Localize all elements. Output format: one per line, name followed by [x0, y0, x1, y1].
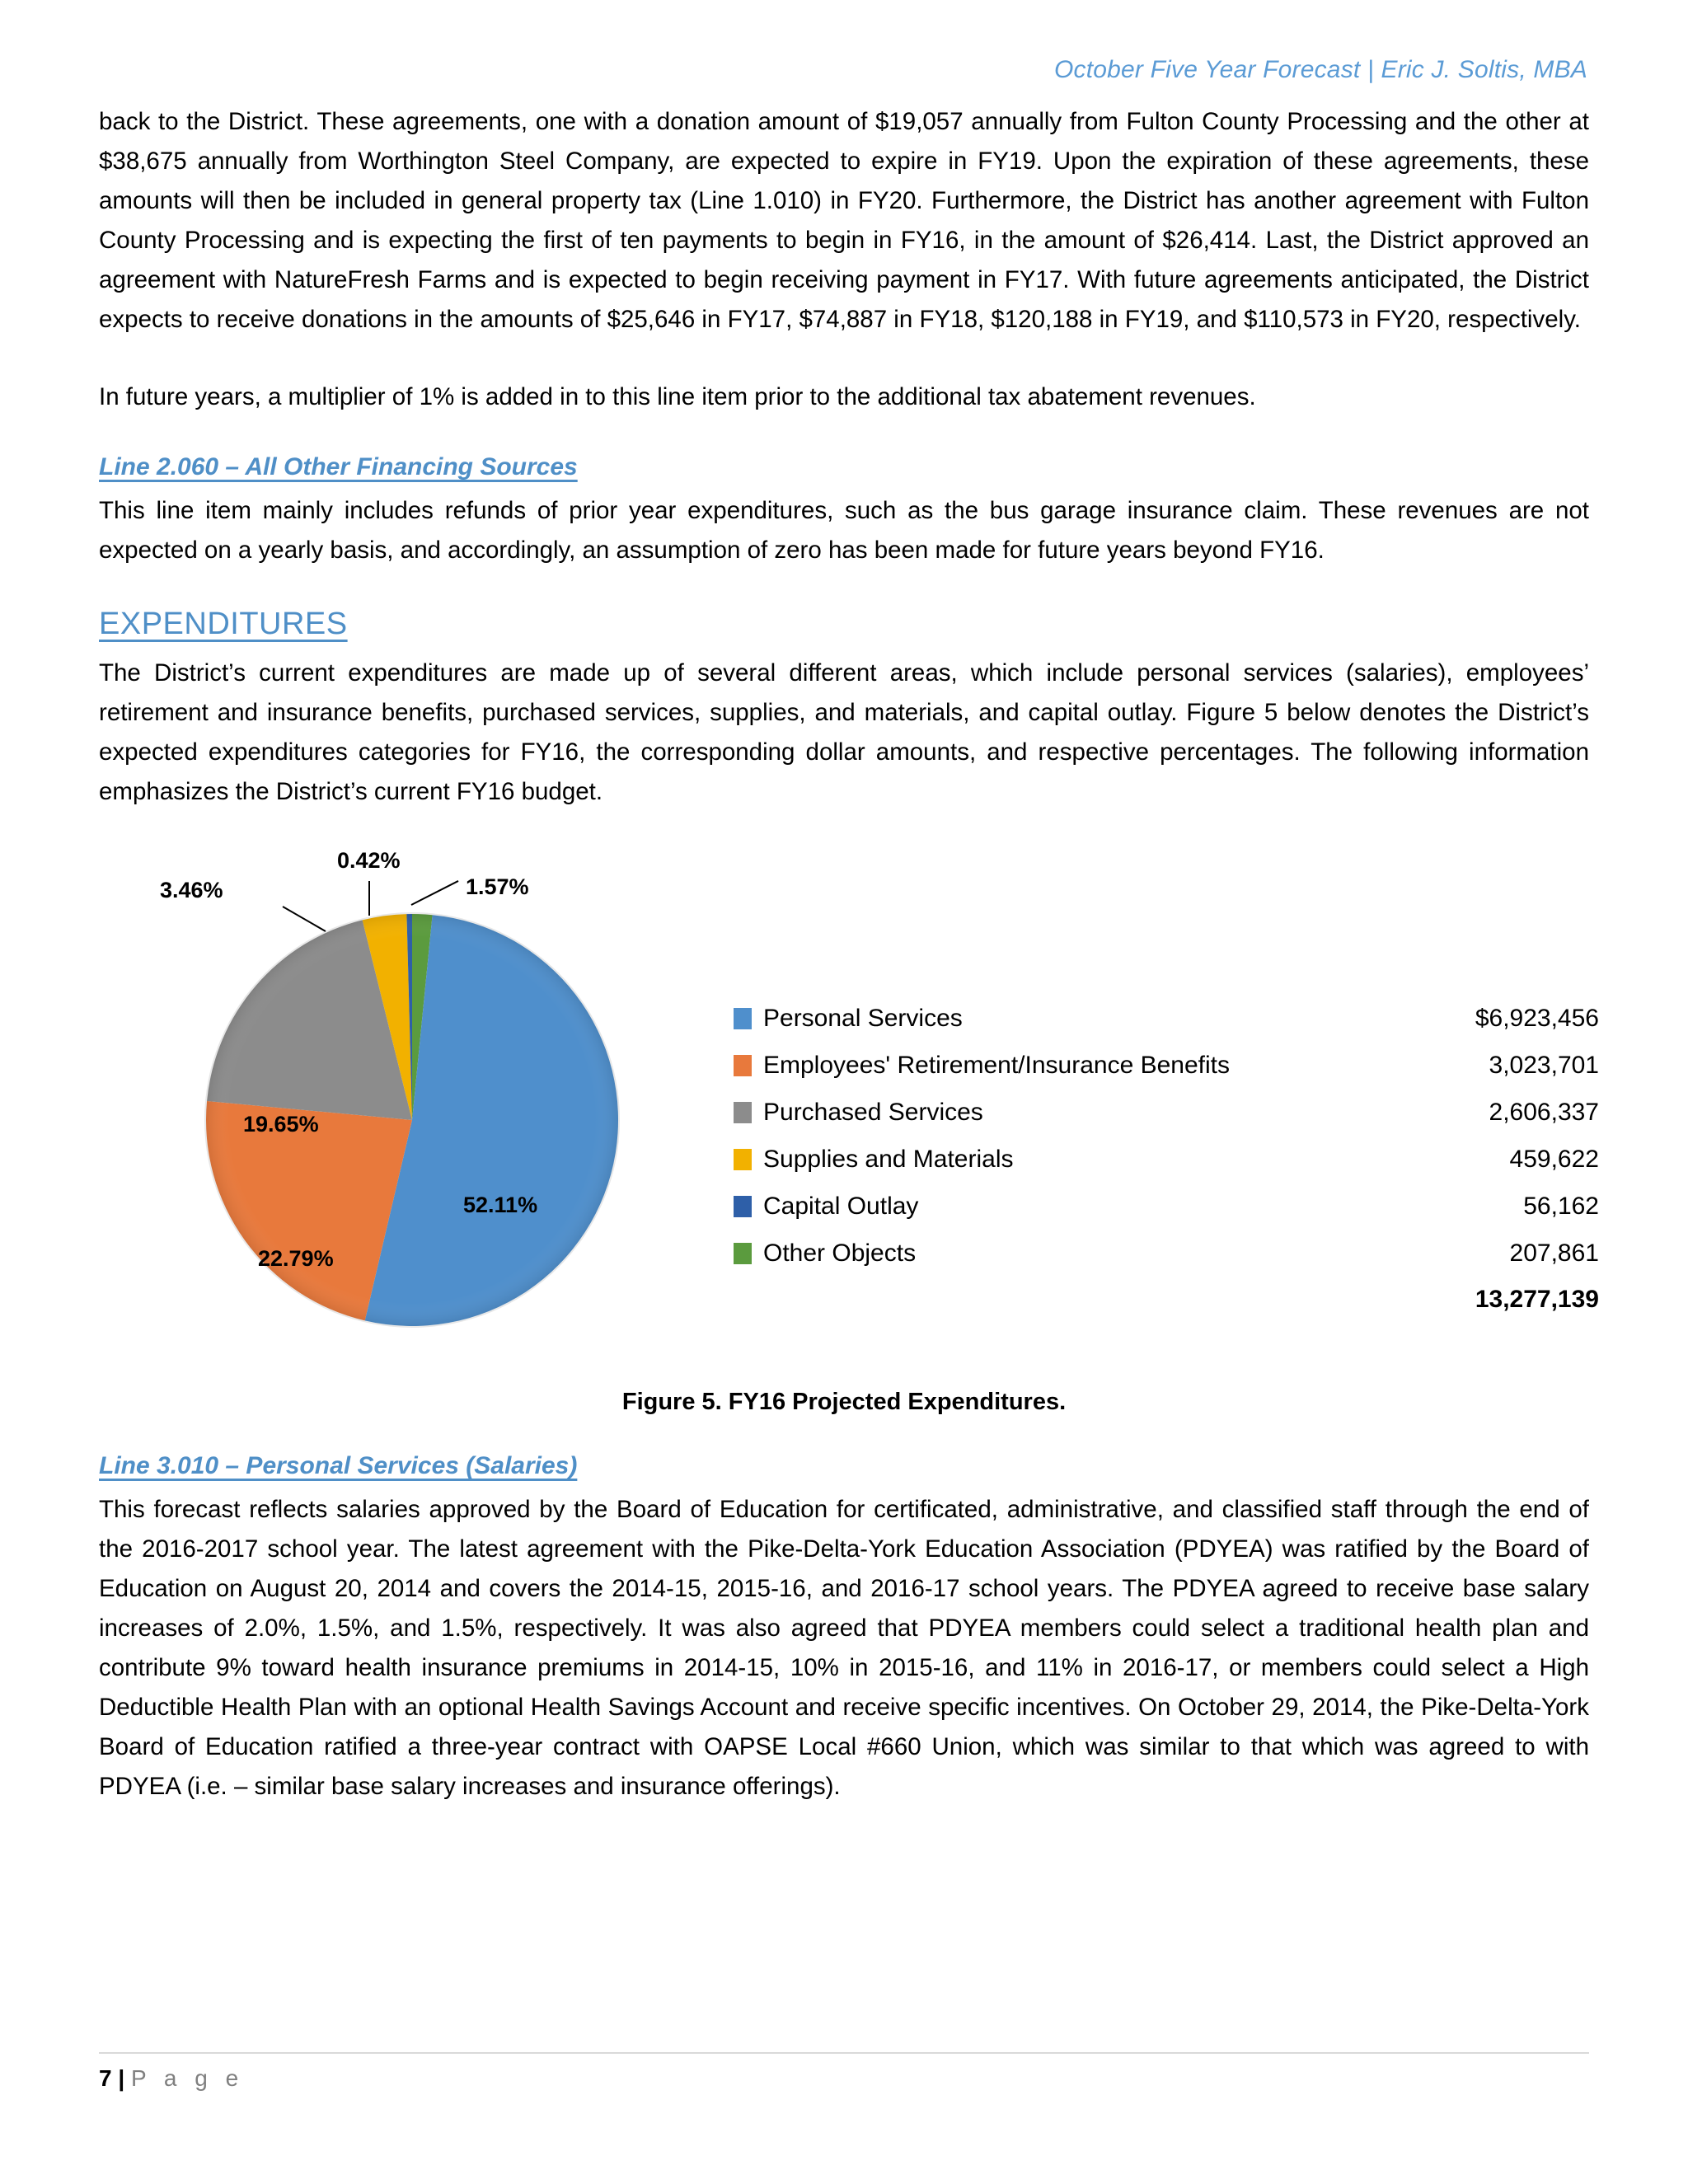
heading-row-line-3010 — [99, 1452, 1589, 1482]
legend-value: 2,606,337 — [1489, 1098, 1599, 1126]
legend-color-swatch — [734, 1196, 752, 1217]
sub-heading-line-2060[interactable]: Line 2.060 – All Other Financing Sources — [99, 453, 578, 480]
legend-color-swatch — [734, 1055, 752, 1076]
legend-value: 459,622 — [1509, 1145, 1599, 1173]
section-heading-expenditures[interactable]: EXPENDITURES — [99, 607, 348, 641]
pie-label-purchased-services-callout: 3.46% — [160, 878, 223, 902]
legend-row — [734, 1042, 1599, 1089]
legend-row — [734, 995, 1599, 1042]
footer-divider — [99, 2052, 1589, 2054]
pie-label-personal-services: 52.11% — [463, 1193, 538, 1217]
pie-chart — [148, 848, 676, 1376]
legend-color-swatch — [734, 1149, 752, 1170]
legend-label: Supplies and Materials — [763, 1145, 1014, 1173]
sub-heading-line-3010[interactable]: Line 3.010 – Personal Services (Salaries) — [99, 1452, 578, 1479]
legend-row — [734, 1136, 1599, 1183]
section-line-2060 — [99, 453, 1589, 570]
legend-total-value: 13,277,139 — [1475, 1286, 1599, 1313]
document-header — [99, 0, 1589, 84]
figure-5 — [99, 840, 1599, 1384]
paragraph-expenditures: The District’s current expenditures are made up of several different areas, which include personal services (salaries), employees’ retirement and insurance benefits, purchased services, supplies, and materials, and capital outlay. Figure 5 below denotes the District’s expected expenditures categories for FY16, the corresponding dollar amounts, and respective percentages. The following information emphasizes the District’s current FY16 budget. — [99, 659, 1589, 805]
legend-row — [734, 1230, 1599, 1277]
footer-separator: | — [118, 2065, 125, 2091]
footer-page-number: 7 — [99, 2065, 112, 2091]
legend-value: 207,861 — [1509, 1239, 1599, 1267]
paragraph-spacer — [99, 340, 1589, 377]
paragraph-continuation: back to the District. These agreements, one with a donation amount of $19,057 annually from Fulton County Processing and the other at $38,675 annually from Worthington Steel Company, are expected to expire in FY19. Upon the expiration of these agreements, these amounts will then be included in general property tax (Line 1.010) in FY20. Furthermore, the District has another agreement with Fulton County Processing and is expecting the first of ten payments to begin in FY16, in the amount of $26,414. Last, the District approved an agreement with NatureFresh Farms and is expected to begin receiving payment in FY17. With future agreements anticipated, the District expects to receive donations in the amounts of $25,646 in FY17, $74,887 in FY18, $120,188 in FY19, and $110,573 in FY20, respectively. — [99, 108, 1589, 333]
section-line-3010 — [99, 1452, 1589, 1807]
pie-label-purchased-services: 19.65% — [243, 1112, 319, 1137]
legend-value: 56,162 — [1523, 1192, 1599, 1220]
legend-total-row — [734, 1277, 1599, 1323]
leader-line-capital-outlay — [368, 881, 370, 916]
legend-row — [734, 1183, 1599, 1230]
figure-caption: Figure 5. FY16 Projected Expenditures. — [621, 1389, 1067, 1415]
chart-legend — [734, 995, 1599, 1323]
pie-label-other-objects-callout: 1.57% — [466, 874, 529, 899]
legend-color-swatch — [734, 1102, 752, 1123]
pie-chart-svg — [148, 848, 676, 1376]
legend-row — [734, 1089, 1599, 1136]
legend-label: Capital Outlay — [763, 1192, 919, 1220]
legend-label: Purchased Services — [763, 1098, 983, 1126]
pie-label-retirement-benefits: 22.79% — [258, 1246, 334, 1271]
legend-label: Personal Services — [763, 1004, 963, 1032]
paragraph-multiplier: In future years, a multiplier of 1% is added in to this line item prior to the additional tax abatement revenues. — [99, 383, 1256, 410]
legend-color-swatch — [734, 1008, 752, 1029]
heading-row-expenditures — [99, 607, 1589, 645]
legend-value: $6,923,456 — [1475, 1004, 1599, 1032]
section-expenditures — [99, 607, 1589, 812]
header-title: October Five Year Forecast | Eric J. Soltis, MBA — [1053, 56, 1587, 83]
footer-page-label: P a g e — [130, 2065, 245, 2091]
legend-color-swatch — [734, 1243, 752, 1264]
footer-text — [99, 2065, 1589, 2092]
legend-label: Other Objects — [763, 1239, 917, 1267]
legend-label: Employees' Retirement/Insurance Benefits — [763, 1051, 1231, 1079]
legend-value: 3,023,701 — [1489, 1051, 1599, 1079]
paragraph-line-2060: This line item mainly includes refunds of prior year expenditures, such as the bus garage insurance claim. These revenues are not expected on a yearly basis, and accordingly, an assumption of zero has been made for future years beyond FY16. — [99, 497, 1589, 564]
paragraph-line-3010: This forecast reflects salaries approved by the Board of Education for certificated, administrative, and classified staff through the end of the 2016-2017 school year. The latest agreement with the Pike-Delta-York Education Association (PDYEA) was ratified by the Board of Education on August 20, 2014 and covers the 2014-15, 2015-16, and 2016-17 school years. The PDYEA agreed to receive base salary increases of 2.0%, 1.5%, and 1.5%, respectively. It was also agreed that PDYEA members could select a traditional health plan and contribute 9% toward health insurance premiums in 2014-15, 10% in 2015-16, and 11% in 2016-17, or members could select a High Deductible Health Plan with an optional Health Savings Account and receive specific incentives. On October 29, 2014, the Pike-Delta-York Board of Education ratified a three-year contract with OAPSE Local #660 Union, which was similar to that which was agreed to with PDYEA (i.e. – similar base salary increases and insurance offerings). — [99, 1496, 1589, 1800]
pie-label-capital-outlay-callout: 0.42% — [337, 848, 401, 873]
page-footer — [99, 2052, 1589, 2092]
heading-row-line-2060 — [99, 453, 1589, 483]
